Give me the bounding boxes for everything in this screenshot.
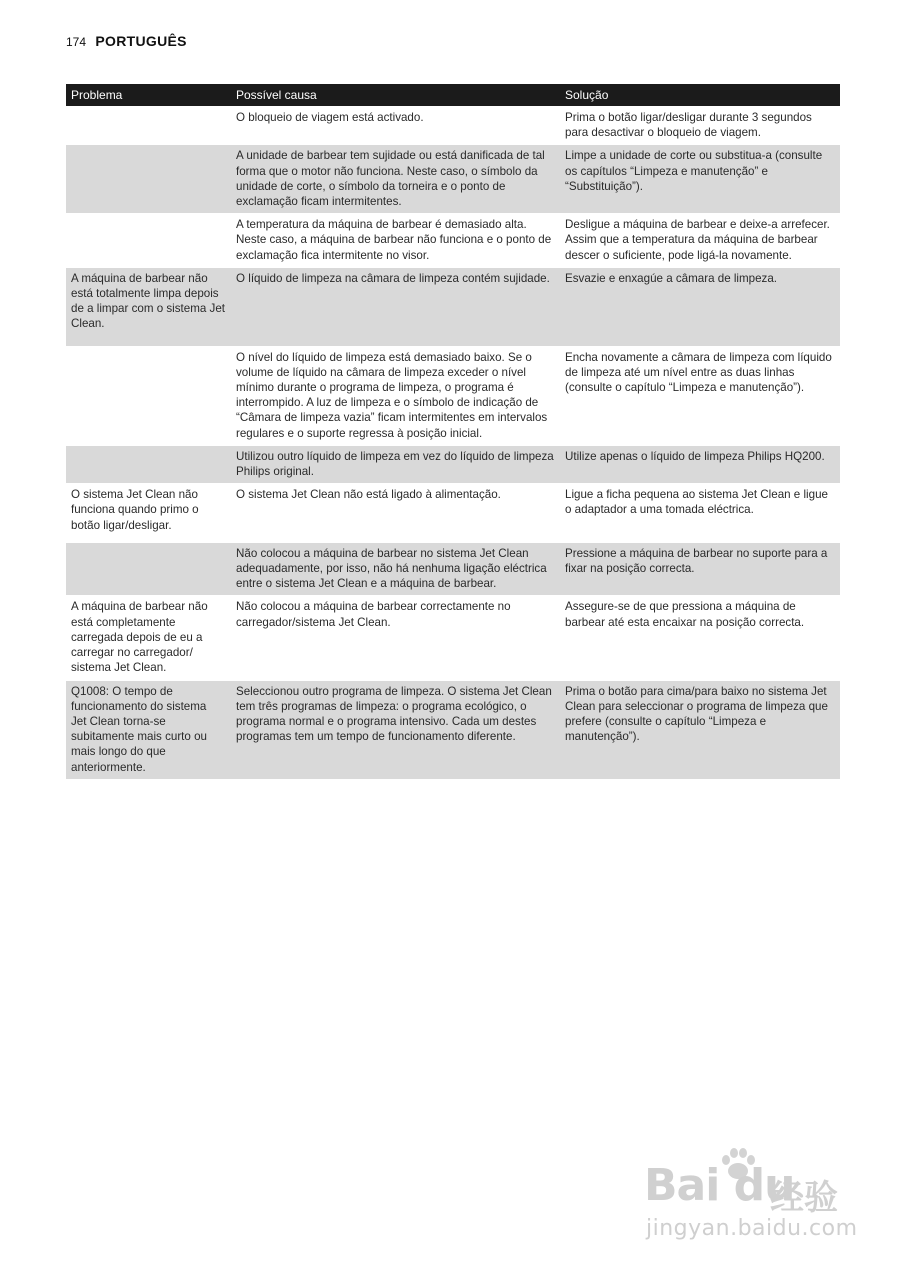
cause-cell: Não colocou a máquina de barbear correctamente no carregador/sistema Jet Clean. <box>231 596 560 679</box>
problem-cell <box>66 107 231 144</box>
cause-cell: O sistema Jet Clean não está ligado à alimentação. <box>231 484 560 542</box>
cause-cell: O nível do líquido de limpeza está demasiado baixo. Se o volume de líquido na câmara de limpeza exceder o nível mínimo durante o programa de limpeza, o programa é interrompido. A luz de limpeza e o símbolo de indicação de “Câmara de limpeza vazia” ficam intermitentes em intervalos regulares e o suporte regressa à posição inicial. <box>231 347 560 445</box>
cause-cell: Não colocou a máquina de barbear no sistema Jet Clean adequadamente, por isso, não há nenhuma ligação eléctrica entre o sistema Jet Clean e a máquina de barbear. <box>231 543 560 596</box>
solution-cell: Ligue a ficha pequena ao sistema Jet Clean e ligue o adaptador a uma tomada eléctrica. <box>560 484 840 542</box>
solution-cell: Pressione a máquina de barbear no suporte para a fixar na posição correcta. <box>560 543 840 596</box>
solution-cell: Prima o botão ligar/desligar durante 3 segundos para desactivar o bloqueio de viagem. <box>560 107 840 144</box>
watermark-url: jingyan.baidu.com <box>646 1216 858 1241</box>
cause-cell: A temperatura da máquina de barbear é demasiado alta. Neste caso, a máquina de barbear não funciona e o ponto de exclamação fica intermitente no visor. <box>231 214 560 267</box>
table-header-row <box>66 84 840 106</box>
problem-cell: A máquina de barbear não está totalmente limpa depois de a limpar com o sistema Jet Clean. <box>66 268 231 346</box>
cause-cell: O bloqueio de viagem está activado. <box>231 107 560 144</box>
problem-cell: O sistema Jet Clean não funciona quando primo o botão ligar/desligar. <box>66 484 231 542</box>
problem-cell: Q1008: O tempo de funcionamento do sistema Jet Clean torna-se subitamente mais curto ou mais longo do que anteriormente. <box>66 681 231 779</box>
cause-cell: Utilizou outro líquido de limpeza em vez do líquido de limpeza Philips original. <box>231 446 560 483</box>
solution-cell: Encha novamente a câmara de limpeza com líquido de limpeza até um nível entre as duas linhas (consulte o capítulo “Limpeza e manutenção”). <box>560 347 840 445</box>
watermark-cn: 经验 <box>770 1178 838 1218</box>
problem-cell: A máquina de barbear não está completamente carregada depois de eu a carregar no carregador/ sistema Jet Clean. <box>66 596 231 679</box>
solution-cell: Limpe a unidade de corte ou substitua-a (consulte os capítulos “Limpeza e manutenção” e “Substituição”). <box>560 145 840 213</box>
problem-cell <box>66 543 231 596</box>
table-row <box>66 145 840 213</box>
table-row <box>66 484 840 542</box>
column-header-problem: Problema <box>66 84 231 106</box>
cause-cell: A unidade de barbear tem sujidade ou está danificada de tal forma que o motor não funciona. Neste caso, o símbolo da unidade de corte, o símbolo da torneira e o ponto de exclamação ficam intermitentes. <box>231 145 560 213</box>
solution-cell: Assegure-se de que pressiona a máquina de barbear até esta encaixar na posição correcta. <box>560 596 840 679</box>
column-header-solution: Solução <box>560 84 840 106</box>
watermark-brand: Bai du <box>644 1160 795 1211</box>
column-header-cause: Possível causa <box>231 84 560 106</box>
cause-cell: Seleccionou outro programa de limpeza. O sistema Jet Clean tem três programas de limpeza: o programa ecológico, o programa normal e o programa intensivo. Cada um destes programas tem um tempo de funcionamento diferente. <box>231 681 560 779</box>
table-row <box>66 347 840 445</box>
solution-cell: Utilize apenas o líquido de limpeza Philips HQ200. <box>560 446 840 483</box>
troubleshooting-table <box>66 83 840 780</box>
solution-cell: Desligue a máquina de barbear e deixe-a arrefecer. Assim que a temperatura da máquina de barbear descer o suficiente, pode ligá-la novamente. <box>560 214 840 267</box>
table-row <box>66 681 840 779</box>
cause-cell: O líquido de limpeza na câmara de limpeza contém sujidade. <box>231 268 560 346</box>
section-title: PORTUGUÊS <box>95 33 187 49</box>
table-row <box>66 107 840 144</box>
baidu-jingyan-watermark <box>640 1148 870 1268</box>
table-row <box>66 268 840 346</box>
solution-cell: Prima o botão para cima/para baixo no sistema Jet Clean para seleccionar o programa de limpeza que prefere (consulte o capítulo “Limpeza e manutenção”). <box>560 681 840 779</box>
problem-cell <box>66 214 231 267</box>
problem-cell <box>66 446 231 483</box>
table-row <box>66 214 840 267</box>
solution-cell: Esvazie e enxagúe a câmara de limpeza. <box>560 268 840 346</box>
table-row <box>66 543 840 596</box>
problem-cell <box>66 347 231 445</box>
problem-cell <box>66 145 231 213</box>
table-row <box>66 596 840 679</box>
page-number: 174 <box>66 35 87 49</box>
page-header <box>66 33 187 49</box>
table-row <box>66 446 840 483</box>
